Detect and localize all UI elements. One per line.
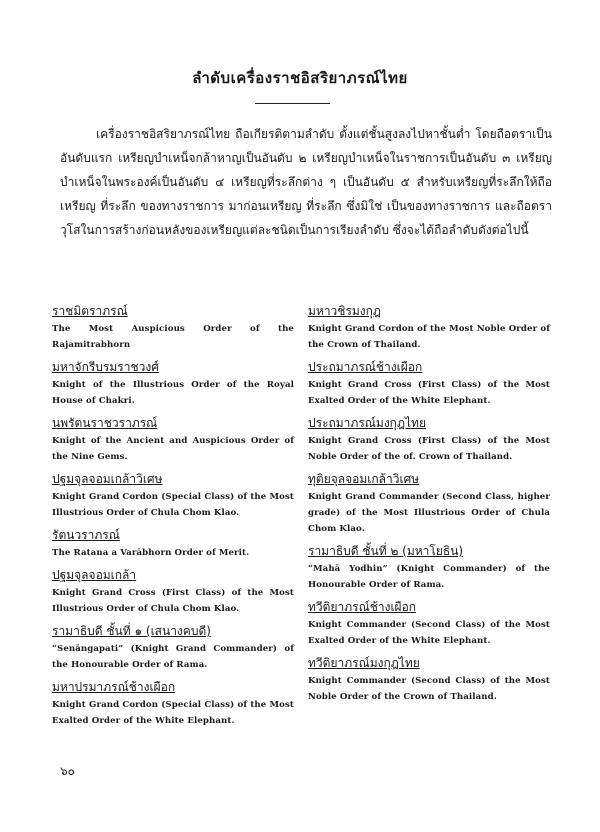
list-item: [308, 470, 550, 537]
left-column: [52, 302, 294, 734]
order-name-thai: ประถมาภรณ์ช้างเผือก: [308, 360, 423, 374]
order-name-english: The Most Auspicious Order of the Rajamitrabhorn: [52, 324, 294, 350]
order-name-english: Knight Commander (Second Class) of the Most Exalted Order of the White Elephant.: [308, 620, 550, 646]
order-name-english: Knight Grand Cross (First Class) of the Most Noble Order of the of. Crown of Thailand.: [308, 436, 550, 462]
order-name-english: Knight Grand Cordon of the Most Noble Order of the Crown of Thailand.: [308, 324, 550, 350]
order-name-english: Knight Grand Cross (First Class) of the Most Illustrious Order of Chula Chom Klao.: [52, 588, 294, 614]
list-item: [52, 678, 294, 729]
order-name-english: The Ratana a Varābhorn Order of Merit.: [52, 548, 250, 558]
list-item: [308, 302, 550, 353]
order-name-english: Knight Grand Cross (First Class) of the Most Exalted Order of the White Elephant.: [308, 380, 550, 406]
list-item: [52, 622, 294, 673]
list-item: [308, 542, 550, 593]
order-name-english: Knight of the Ancient and Auspicious Order of the Nine Gems.: [52, 436, 294, 462]
order-name-thai: มหาจักรีบรมราชวงศ์: [52, 360, 159, 374]
list-item: [52, 414, 294, 465]
order-name-english: Knight of the Illustrious Order of the Royal House of Chakri.: [52, 380, 294, 406]
order-name-thai: มหาวชิรมงกุฎ: [308, 304, 381, 318]
order-name-thai: ราชมิตราภรณ์: [52, 304, 128, 318]
list-item: [52, 302, 294, 353]
order-name-english: Knight Grand Cordon (Special Class) of the Most Exalted Order of the White Elephant.: [52, 700, 294, 726]
order-name-thai: รามาธิบดี ชั้นที่ ๒ (มหาโยธิน): [308, 544, 464, 558]
order-name-english: Knight Grand Commander (Second Class, higher grade) of the Most Illustrious Order of Chula Chom Klao.: [308, 492, 550, 534]
order-name-thai: รัตนวราภรณ์: [52, 528, 120, 542]
list-item: [308, 598, 550, 649]
order-name-english: “Senāngapati” (Knight Grand Commander) of the Honourable Order of Rama.: [52, 644, 294, 670]
right-column: [308, 302, 550, 710]
order-name-english: Knight Commander (Second Class) of the Most Noble Order of the Crown of Thailand.: [308, 676, 550, 702]
order-name-thai: นพรัตนราชวราภรณ์: [52, 416, 158, 430]
list-item: [52, 470, 294, 521]
order-name-english: “Mahā Yodhin” (Knight Commander) of the Honourable Order of Rama.: [308, 564, 550, 590]
order-name-thai: ทุติยจุลจอมเกล้าวิเศษ: [308, 472, 420, 486]
order-name-thai: รามาธิบดี ชั้นที่ ๑ (เสนางคบดี): [52, 624, 211, 638]
page-number: ๖๐: [60, 764, 75, 778]
list-item: [308, 654, 550, 705]
list-item: [52, 358, 294, 409]
list-item: [52, 526, 294, 561]
order-name-thai: ประถมาภรณ์มงกุฎไทย: [308, 416, 426, 430]
title-underline: [255, 103, 330, 104]
order-name-thai: ทวีติยาภรณ์มงกุฎไทย: [308, 656, 420, 670]
order-name-thai: ปฐมจุลจอมเกล้า: [52, 568, 137, 582]
intro-paragraph: เครื่องราชอิสริยาภรณ์ไทย ถือเกียรติตามลำดับ ตั้งแต่ชั้นสูงลงไปหาชั้นต่ำ โดยถือตราเป็นอันดับแรก เหรียญบำเหน็จกล้าหาญเป็นอันดับ ๒ เหรียญบำเหน็จในราชการเป็นอันดับ ๓ เหรียญบำเหน็จในพระองค์เป็นอันดับ ๔ เหรียญที่ระลึกต่าง ๆ เป็นอันดับ ๕ สำหรับเหรียญที่ระลึกให้ถือเหรียญ ที่ระลึก ของทางราชการ มาก่อนเหรียญ ที่ระลึก ซึ่งมิใช่ เป็นของทางราชการ และถือตราวุโสในการสร้างก่อนหลังของเหรียญแต่ละชนิดเป็นการเรียงลำดับ ซึ่งจะได้ถือลำดับดังต่อไปนี้: [60, 127, 552, 237]
list-item: [52, 566, 294, 617]
list-item: [308, 414, 550, 465]
page-title: ลำดับเครื่องราชอิสริยาภรณ์ไทย: [192, 69, 408, 87]
order-name-thai: มหาปรมาภรณ์ช้างเผือก: [52, 680, 176, 694]
order-name-thai: ทวีติยาภรณ์ช้างเผือก: [308, 600, 417, 614]
order-name-thai: ปฐมจุลจอมเกล้าวิเศษ: [52, 472, 163, 486]
list-item: [308, 358, 550, 409]
order-name-english: Knight Grand Cordon (Special Class) of the Most Illustrious Order of Chula Chom Klao.: [52, 492, 294, 518]
